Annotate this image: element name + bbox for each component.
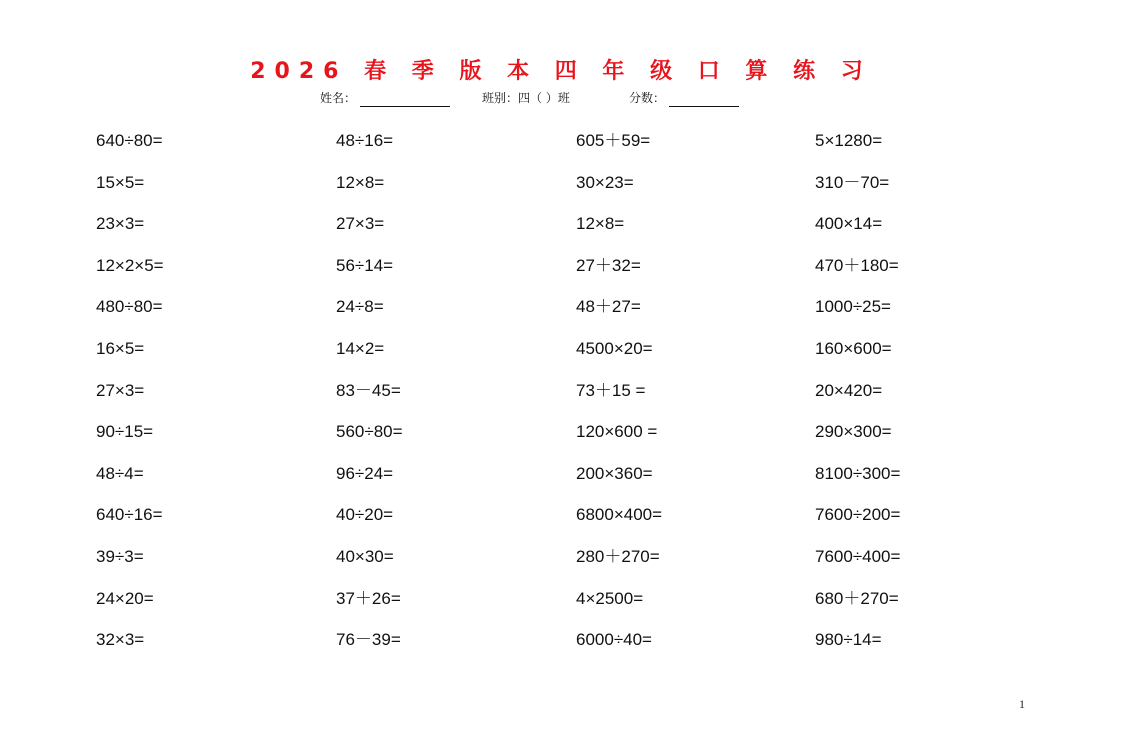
problem-item: 20×420= bbox=[815, 380, 883, 400]
problem-item: 12×8= bbox=[576, 214, 625, 234]
problem-item: 27＋32= bbox=[576, 255, 641, 275]
problem-item: 4×2500= bbox=[576, 588, 644, 608]
problem-item: 7600÷200= bbox=[815, 505, 901, 525]
problem-item: 24×20= bbox=[96, 588, 154, 608]
name-field bbox=[320, 89, 450, 107]
problem-item: 76－39= bbox=[336, 630, 401, 650]
problem-item: 640÷16= bbox=[96, 505, 163, 525]
problem-item: 27×3= bbox=[96, 380, 145, 400]
problem-item: 15×5= bbox=[96, 172, 145, 192]
problem-item: 8100÷300= bbox=[815, 463, 901, 483]
problem-item: 480÷80= bbox=[96, 297, 163, 317]
problem-column-1 bbox=[96, 126, 316, 667]
problem-item: 400×14= bbox=[815, 214, 883, 234]
problem-item: 160×600= bbox=[815, 338, 892, 358]
problem-item: 48÷4= bbox=[96, 463, 144, 483]
page-title: 2026 春 季 版 本 四 年 级 口 算 练 习 bbox=[250, 59, 872, 84]
problem-item: 12×2×5= bbox=[96, 255, 164, 275]
problem-item: 980÷14= bbox=[815, 630, 882, 650]
problem-item: 39÷3= bbox=[96, 546, 144, 566]
problem-column-3 bbox=[576, 126, 796, 667]
problem-item: 40÷20= bbox=[336, 505, 394, 525]
problem-item: 24÷8= bbox=[336, 297, 384, 317]
problem-item: 30×23= bbox=[576, 172, 634, 192]
problem-item: 7600÷400= bbox=[815, 546, 901, 566]
problem-item: 96÷24= bbox=[336, 463, 394, 483]
problem-column-2 bbox=[336, 126, 556, 667]
problem-item: 560÷80= bbox=[336, 422, 403, 442]
problem-item: 48＋27= bbox=[576, 297, 641, 317]
problem-item: 280＋270= bbox=[576, 546, 660, 566]
class-field bbox=[482, 89, 570, 107]
problem-item: 1000÷25= bbox=[815, 297, 891, 317]
problem-item: 605＋59= bbox=[576, 131, 651, 150]
problem-item: 5×1280= bbox=[815, 131, 883, 150]
problem-item: 32×3= bbox=[96, 630, 145, 650]
problem-item: 37＋26= bbox=[336, 588, 401, 608]
problem-item: 290×300= bbox=[815, 422, 892, 442]
page-number: 1 bbox=[1019, 697, 1025, 711]
problem-item: 12×8= bbox=[336, 172, 385, 192]
name-blank[interactable] bbox=[360, 92, 450, 107]
problem-item: 4500×20= bbox=[576, 338, 653, 358]
problem-column-4 bbox=[815, 126, 1035, 667]
problem-item: 23×3= bbox=[96, 214, 145, 234]
problem-item: 6800×400= bbox=[576, 505, 663, 525]
problem-item: 200×360= bbox=[576, 463, 653, 483]
problem-item: 73＋15 = bbox=[576, 380, 646, 400]
problem-item: 27×3= bbox=[336, 214, 385, 234]
problem-item: 640÷80= bbox=[96, 131, 163, 150]
problem-item: 6000÷40= bbox=[576, 630, 652, 650]
problem-item: 48÷16= bbox=[336, 131, 394, 150]
problem-item: 83－45= bbox=[336, 380, 401, 400]
problem-item: 16×5= bbox=[96, 338, 145, 358]
problem-item: 40×30= bbox=[336, 546, 394, 566]
problem-item: 90÷15= bbox=[96, 422, 154, 442]
score-blank[interactable] bbox=[669, 92, 739, 107]
problem-item: 680＋270= bbox=[815, 588, 899, 608]
problem-item: 56÷14= bbox=[336, 255, 394, 275]
problem-item: 120×600 = bbox=[576, 422, 658, 442]
score-field bbox=[629, 89, 739, 107]
problem-item: 470＋180= bbox=[815, 255, 899, 275]
name-label: 姓名： bbox=[320, 91, 357, 105]
problem-item: 14×2= bbox=[336, 338, 385, 358]
problem-item: 310－70= bbox=[815, 172, 890, 192]
score-label: 分数： bbox=[629, 91, 666, 105]
class-label: 班别：四（ ）班 bbox=[482, 91, 570, 105]
